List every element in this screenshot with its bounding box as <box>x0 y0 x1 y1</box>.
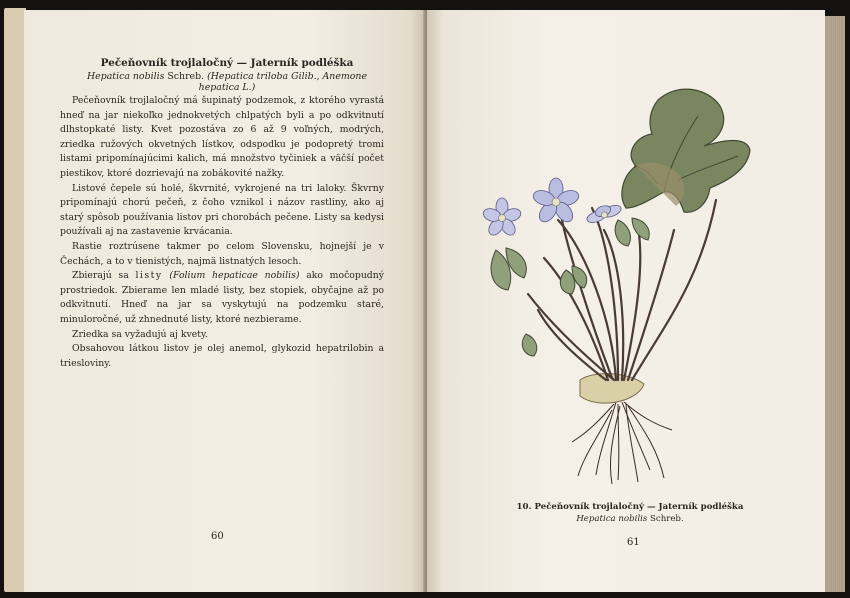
plant-title: Pečeňovník trojlaločný — Jaterník podléška <box>100 57 354 69</box>
figure-caption <box>510 501 750 525</box>
right-page-edges <box>825 16 845 592</box>
paragraph-habitat: Rastie roztrúsene takmer po celom Slovensku, hojnejší je v Čechách, a to v tienistých, najmä listnatých lesoch. <box>60 240 384 267</box>
collect-drug: (Folium hepaticae nobilis) <box>169 270 300 282</box>
roots-drawing <box>572 402 672 484</box>
flower-2-drawing <box>482 198 523 238</box>
paragraph-leaves: Listové čepele sú holé, škvrnité, vykrojené na tri laloky. Škvrny pripomínajú chorú pečeň, z čoho vznikol i názov rastliny, ako aj starý spôsob používania listov pri chorobách pečene. Listy sa kedysi používali aj na zastavenie krvácania. <box>60 182 384 238</box>
latin-name-line <box>70 71 384 93</box>
collect-rest: ako močopudný prostriedok. Zbierame len mladé listy, bez stopiek, obyčajne až po odkvitnutí. Hneď na jar sa vyskytujú na podzemku staré, minuloročné, už zhnednuté listy, ktoré nezbierame. <box>60 270 384 325</box>
left-page-number: 60 <box>211 531 224 542</box>
right-page-number: 61 <box>627 537 640 548</box>
leaf-drawing <box>622 89 750 212</box>
left-page-edges <box>4 8 26 592</box>
paragraph-collection <box>60 269 384 327</box>
hepatica-illustration <box>468 80 768 490</box>
collect-prefix: Zbierajú sa <box>72 270 129 282</box>
caption-latin-line <box>510 513 750 525</box>
flower-1-drawing <box>531 178 580 225</box>
paragraph-description: Pečeňovník trojlaločný má šupinatý podzemok, z ktorého vyrastá hneď na jar niekoľko jednokvetých chlpatých byli a po odkvitnutí dlhstopkaté listy. Kvet pozostáva zo 6 až 9 voľných, modrých, zriedka ružových okvetných lístkov, odspodku je podopretý tromi listami pripomínajúcimi kalich, má množstvo tyčiniek a väčší počet piestikov, ktoré dozrievajú na zobákovité nažky. <box>60 95 384 179</box>
collect-word: listy <box>135 270 163 282</box>
caption-title: 10. Pečeňovník trojlaločný — Jaterník podléška <box>516 502 744 512</box>
body-text <box>60 94 384 371</box>
paragraph-flowers: Zriedka sa vyžadujú aj kvety. <box>72 328 208 340</box>
bracts-drawing <box>491 218 649 356</box>
latin-synonyms: (Hepatica triloba Gilib., Anemone hepatica L.) <box>198 71 367 93</box>
caption-latin: Hepatica nobilis <box>576 514 648 524</box>
paragraph-composition: Obsahovou látkou listov je olej anemol, glykozid hepatrilobin a triesloviny. <box>60 343 384 369</box>
latin-name: Hepatica nobilis <box>86 71 165 82</box>
caption-author: Schreb. <box>650 514 684 524</box>
latin-author: Schreb. <box>167 71 205 82</box>
